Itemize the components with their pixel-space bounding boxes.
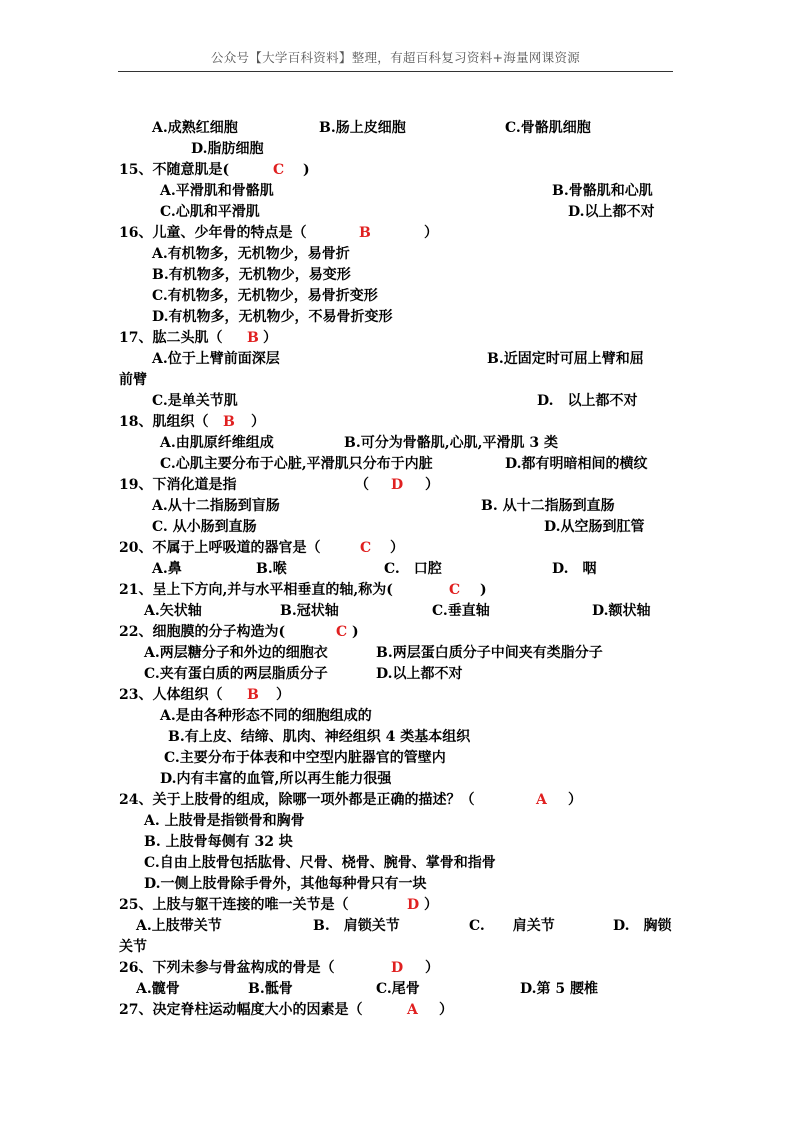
q25-option-d: D. 胸锁 [613, 918, 672, 934]
q17-option-a: A.位于上臂前面深层 [152, 351, 280, 367]
q22-stem: 22、细胞膜的分子构造为( [119, 624, 286, 640]
q14-option-b: B.肠上皮细胞 [319, 120, 406, 136]
q26-stem: 26、下列未参与骨盆构成的骨是（ [119, 960, 335, 976]
q21-close: ) [480, 582, 487, 598]
q16-option-c: C.有机物多，无机物少，易骨折变形 [152, 288, 378, 304]
q18-option-a: A.由肌原纤维组成 [160, 435, 274, 451]
q18-close: ） [251, 414, 265, 430]
q22-close: ) [352, 624, 359, 640]
q26-option-d: D.第 5 腰椎 [520, 981, 599, 997]
q19-option-a: A.从十二指肠到盲肠 [152, 498, 280, 514]
q24-option-c: C.自由上肢骨包括肱骨、尺骨、桡骨、腕骨、掌骨和指骨 [144, 855, 496, 871]
q18-answer: B [223, 414, 235, 430]
q21-stem: 21、呈上下方向,并与水平相垂直的轴,称为( [119, 582, 393, 598]
q17-option-c: C.是单关节肌 [152, 393, 238, 409]
q17-option-b: B.近固定时可屈上臂和屈 [487, 351, 644, 367]
q15-option-b: B.骨骼肌和心肌 [552, 183, 653, 199]
q18-option-b: B.可分为骨骼肌,心肌,平滑肌 3 类 [344, 435, 558, 451]
q27-close: ） [439, 1002, 453, 1018]
q16-option-d: D.有机物多，无机物少，不易骨折变形 [152, 309, 393, 325]
q25-close: ） [424, 897, 438, 913]
q20-stem: 20、不属于上呼吸道的器官是（ [119, 540, 321, 556]
q27-stem: 27、决定脊柱运动幅度大小的因素是（ [119, 1002, 363, 1018]
q18-option-d: D.都有明暗相间的横纹 [505, 456, 648, 472]
q23-option-a: A.是由各种形态不同的细胞组成的 [160, 708, 372, 724]
q20-option-b: B.喉 [256, 561, 287, 577]
q15-close: ) [303, 162, 310, 178]
q16-answer: B [359, 225, 371, 241]
q25-stem: 25、上肢与躯干连接的唯一关节是（ [119, 897, 349, 913]
q25-option-b: B. 肩锁关节 [313, 918, 400, 934]
q23-answer: B [247, 687, 259, 703]
q19-stem: 19、下消化道是指 [119, 477, 237, 493]
q25-option-d-wrap: 关节 [119, 939, 147, 955]
q20-option-a: A.鼻 [152, 561, 182, 577]
q21-answer: C [449, 582, 461, 598]
q25-answer: D [407, 897, 420, 913]
q21-option-b: B.冠状轴 [280, 603, 339, 619]
q24-option-b: B. 上肢骨每侧有 32 块 [144, 834, 293, 850]
q20-answer: C [360, 540, 372, 556]
q15-option-d: D.以上都不对 [568, 204, 655, 220]
q21-option-a: A.矢状轴 [144, 603, 202, 619]
q17-option-d: D. 以上都不对 [537, 393, 638, 409]
q14-option-c: C.骨骼肌细胞 [505, 120, 591, 136]
q24-option-a: A. 上肢骨是指锁骨和胸骨 [144, 813, 305, 829]
q20-close: ） [390, 540, 404, 556]
q16-stem: 16、儿童、少年骨的特点是（ [119, 225, 307, 241]
q17-close: ） [263, 330, 277, 346]
q26-close: ） [425, 960, 439, 976]
q24-option-d: D.一侧上肢骨除手骨外，其他每种骨只有一块 [144, 876, 427, 892]
q22-option-d: D.以上都不对 [376, 666, 463, 682]
q26-option-b: B.骶骨 [248, 981, 293, 997]
q19-open: （ [355, 477, 369, 493]
q26-option-c: C.尾骨 [376, 981, 420, 997]
q15-stem: 15、不随意肌是( [119, 162, 230, 178]
q23-option-b: B.有上皮、结缔、肌肉、神经组织 4 类基本组织 [168, 729, 471, 745]
q15-option-c: C.心肌和平滑肌 [160, 204, 260, 220]
q23-close: ） [276, 687, 290, 703]
q26-option-a: A.髋骨 [136, 981, 180, 997]
q26-answer: D [391, 960, 404, 976]
q19-option-d: D.从空肠到肛管 [544, 519, 645, 535]
q14-option-a: A.成熟红细胞 [152, 120, 238, 136]
q15-answer: C [273, 162, 285, 178]
q21-option-d: D.额状轴 [592, 603, 651, 619]
header-rule [118, 71, 673, 72]
q19-close: ） [425, 477, 439, 493]
q19-answer: D [391, 477, 404, 493]
q24-answer: A [536, 792, 547, 808]
q25-option-a: A.上肢带关节 [136, 918, 222, 934]
q15-option-a: A.平滑肌和骨骼肌 [160, 183, 274, 199]
q27-answer: A [407, 1002, 418, 1018]
q22-answer: C [336, 624, 348, 640]
q22-option-b: B.两层蛋白质分子中间夹有类脂分子 [376, 645, 603, 661]
q16-option-b: B.有机物多，无机物少，易变形 [152, 267, 351, 283]
q24-stem: 24、关于上肢骨的组成，除哪一项外都是正确的描述？（ [119, 792, 475, 808]
q14-option-d: D.脂肪细胞 [191, 141, 264, 157]
q20-option-d: D. 咽 [552, 561, 597, 577]
q16-option-a: A.有机物多，无机物少，易骨折 [152, 246, 350, 262]
q20-option-c: C. 口腔 [384, 561, 442, 577]
q22-option-c: C.夹有蛋白质的两层脂质分子 [144, 666, 328, 682]
q17-option-b-wrap: 前臂 [119, 372, 147, 388]
q21-option-c: C.垂直轴 [432, 603, 490, 619]
q23-option-d: D.内有丰富的血管,所以再生能力很强 [160, 771, 392, 787]
q18-option-c: C.心肌主要分布于心脏,平滑肌只分布于内脏 [160, 456, 433, 472]
page-header: 公众号【大学百科资料】整理，有超百科复习资料+海量网课资源 [210, 50, 581, 65]
q24-close: ） [568, 792, 582, 808]
q25-option-c: C. 肩关节 [469, 918, 555, 934]
q17-answer: B [247, 330, 259, 346]
q18-stem: 18、肌组织（ [119, 414, 209, 430]
q17-stem: 17、肱二头肌（ [119, 330, 223, 346]
q19-option-b: B. 从十二指肠到直肠 [481, 498, 615, 514]
q23-stem: 23、人体组织（ [119, 687, 223, 703]
q23-option-c: C.主要分布于体表和中空型内脏器官的管壁内 [164, 750, 446, 766]
q22-option-a: A.两层糖分子和外边的细胞衣 [144, 645, 328, 661]
q16-close: ） [424, 225, 438, 241]
q19-option-c: C. 从小肠到直肠 [152, 519, 257, 535]
